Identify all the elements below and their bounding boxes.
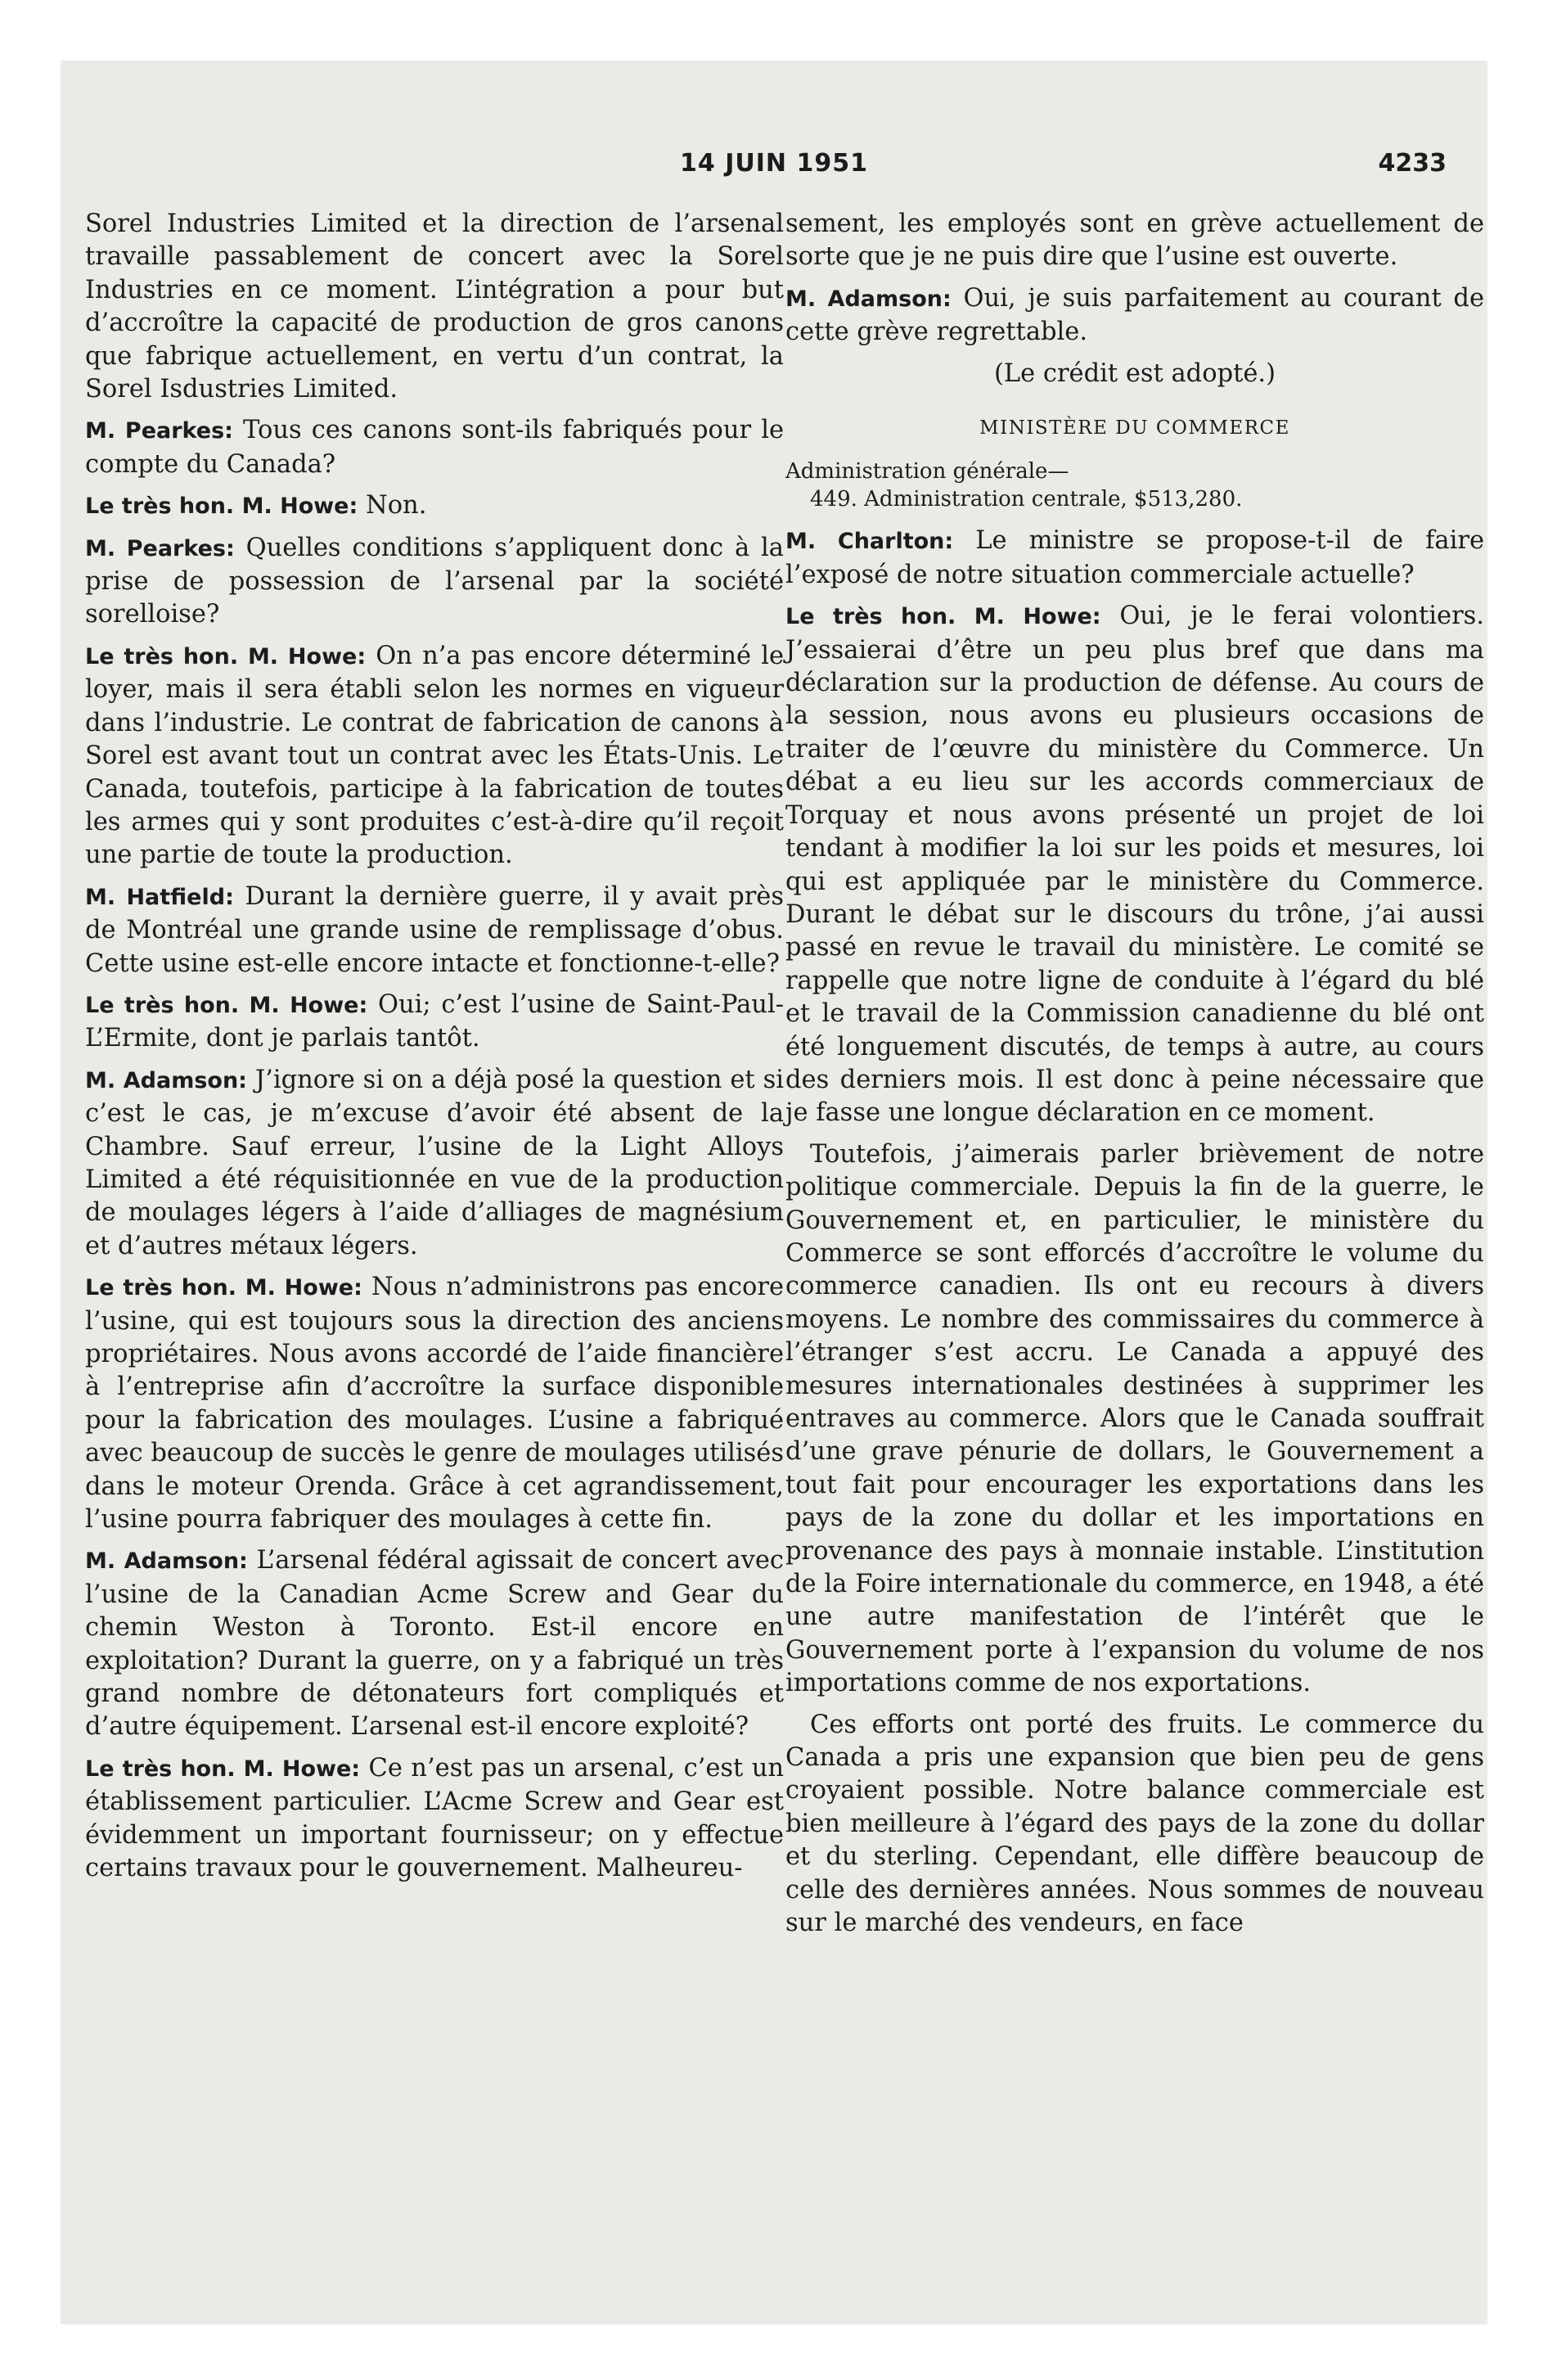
paragraph-text: Durant la dernière guerre, il y avait près de Montréal une grande usine de remplissage d’obus. Cette usine est-elle encore intacte et fonctionne-t-elle? — [85, 881, 785, 978]
vote-result: (Le crédit est adopté.) — [994, 358, 1276, 388]
paragraph — [85, 989, 784, 1056]
paragraph — [85, 532, 784, 632]
paragraph — [785, 282, 1484, 349]
paragraph-text: Oui, je suis parfaitement au courant de cette grève regrettable. — [785, 283, 1485, 347]
scanned-page — [61, 61, 1487, 2324]
speaker-name: Le très hon. M. Howe: — [85, 992, 368, 1018]
paragraph-text: Sorel Industries Limited et la direction de l’arsenal travaille passablement de concert avec la Sorel Industries en ce moment. L’intégration a pour but d’accroître la capacité de production de gros canons que fabrique actuellement, en vertu d’un contrat, la Sorel Isdustries Limited. — [85, 210, 784, 404]
page-number: 4233 — [1378, 149, 1447, 178]
paragraph-text: Oui, je le ferai volontiers. J’essaierai d’être un peu plus bref que dans ma déclaration sur la production de défense. Au cours de la session, nous avons eu plusieurs occasions de traiter de l’œuvre du ministère du Commerce. Un débat a eu lieu sur les accords commerciaux de Torquay et nous avons présenté un projet de loi tendant à modifier la loi sur les poids et mesures, loi qui est appliquée par le ministère du Commerce. Durant le débat sur le discours du trône, j’ai aussi passé en revue le travail du ministère. Le comité se rappelle que notre ligne de conduite à l’égard du blé et le travail de la Commission canadienne du blé ont été longuement discutés, de temps à autre, au cours des derniers mois. Il est donc à peine nécessaire que je fasse une longue déclaration en ce moment. — [785, 602, 1485, 1128]
left-column — [85, 208, 784, 1894]
speaker-name: Le très hon. M. Howe: — [85, 1275, 362, 1301]
paragraph — [85, 1544, 784, 1743]
paragraph-text: Quelles conditions s’appliquent donc à la prise de possession de l’arsenal par la société sorelloise? — [85, 533, 784, 629]
paragraph-text: Non. — [366, 491, 427, 521]
paragraph — [85, 489, 784, 523]
speaker-name: M. Hatfield: — [85, 884, 234, 910]
speaker-name: M. Pearkes: — [85, 535, 235, 561]
paragraph — [85, 208, 784, 406]
speaker-name: Le très hon. M. Howe: — [785, 604, 1101, 630]
paragraph — [85, 414, 784, 481]
paragraph: Toutefois, j’aimerais parler brièvement de notre politique commerciale. Depuis la fin de la guerre, le Gouvernement et, en particulier, le ministère du Commerce se sont efforcés d’accroître le volume du commerce canadien. Ils ont eu recours à divers moyens. Le nombre des commissaires du commerce à l’étranger s’est accru. Le Canada a appuyé des mesures internationales destinées à supprimer les entraves au commerce. Alors que le Canada souffrait d’une grave pénurie de dollars, le Gouvernement a tout fait pour encourager les exportations dans les pays de la zone du dollar et les importations en provenance des pays à monnaie instable. L’institution de la Foire internationale du commerce, en 1948, a été une autre manifestation de l’intérêt que le Gouvernement porte à l’expansion du volume de nos importations comme de nos exportations. — [785, 1139, 1484, 1698]
paragraph — [85, 1064, 784, 1263]
paragraph: Ces efforts ont porté des fruits. Le commerce du Canada a pris une expansion que bien peu de gens croyaient possible. Notre balance commerciale est bien meilleure à l’égard des pays de la zone du dollar et du sterling. Cependant, elle diffère beaucoup de celle des dernières années. Nous sommes de nouveau sur le marché des vendeurs, en face — [785, 1710, 1484, 1938]
paragraph-text: Le ministre se propose-t-il de faire l’exposé de notre situation commerciale actuelle? — [785, 526, 1484, 589]
paragraph — [85, 881, 784, 980]
vote-item: 449. Administration centrale, $513,280. — [810, 487, 1243, 512]
paragraph-text: Oui; c’est l’usine de Saint-Paul-L’Ermite, dont je parlais tantôt. — [85, 989, 785, 1053]
paragraph — [85, 640, 784, 872]
speaker-name: Le très hon. M. Howe: — [85, 643, 367, 669]
paragraph-text: Nous n’administrons pas encore l’usine, qui est toujours sous la direction des anciens propriétaires. Nous avons accordé de l’aide financière à l’entreprise afin d’accroître la surface disponible pour la fabrication des moulages. L’usine a fabriqué avec beaucoup de succès le genre de moulages utilisés dans le moteur Orenda. Grâce à cet agrandissement, l’usine pourra fabriquer des moulages à cette fin. — [85, 1273, 784, 1535]
right-column — [785, 208, 1484, 1949]
speaker-name: M. Adamson: — [785, 286, 952, 312]
speaker-name: M. Adamson: — [85, 1067, 247, 1093]
page-date: 14 JUIN 1951 — [680, 149, 868, 178]
paragraph — [785, 600, 1484, 1130]
speaker-name: M. Pearkes: — [85, 418, 233, 444]
speaker-name: Le très hon. M. Howe: — [85, 494, 358, 520]
speaker-name: M. Adamson: — [85, 1548, 248, 1575]
subheading: Administration générale— — [785, 459, 1069, 485]
section-heading: MINISTÈRE DU COMMERCE — [979, 417, 1290, 439]
paragraph — [85, 1271, 784, 1536]
speaker-name: Le très hon. M. Howe: — [85, 1756, 361, 1782]
paragraph-text: Tous ces canons sont-ils fabriqués pour le compte du Canada? — [85, 416, 784, 479]
paragraph: sement, les employés sont en grève actuellement de sorte que je ne puis dire que l’usine est ouverte. — [785, 210, 1484, 272]
paragraph — [85, 1752, 784, 1886]
paragraph-text: Ce n’est pas un arsenal, c’est un établissement particulier. L’Acme Screw and Gear est évidemment un important fournisseur; on y effectue certains travaux pour le gouvernement. Malheureu- — [85, 1753, 784, 1883]
speaker-name: M. Charlton: — [785, 529, 954, 555]
paragraph-text: J’ignore si on a déjà posé la question et si c’est le cas, je m’excuse d’avoir été absent de la Chambre. Sauf erreur, l’usine de la Light Alloys Limited a été réquisitionnée en vue de la production de moulages légers à l’aide d’alliages de magnésium et d’autres métaux légers. — [85, 1065, 785, 1260]
paragraph-text: L’arsenal fédéral agissait de concert avec l’usine de la Canadian Acme Screw and Gear du chemin Weston à Toronto. Est-il encore en exploitation? Durant la guerre, on y a fabriqué un très grand nombre de détonateurs fort compliqués et d’autre équipement. L’arsenal est-il encore exploité? — [85, 1546, 784, 1742]
paragraph-text: On n’a pas encore déterminé le loyer, mais il sera établi selon les normes en vigueur dans l’industrie. Le contrat de fabrication de canons à Sorel est avant tout un contrat avec les États-Unis. Le Canada, toutefois, participe à la fabrication de toutes les armes qui y sont produites c’est-à-dire qu’il reçoit une partie de toute la production. — [85, 641, 784, 870]
paragraph — [785, 525, 1484, 592]
page-header — [61, 149, 1487, 192]
